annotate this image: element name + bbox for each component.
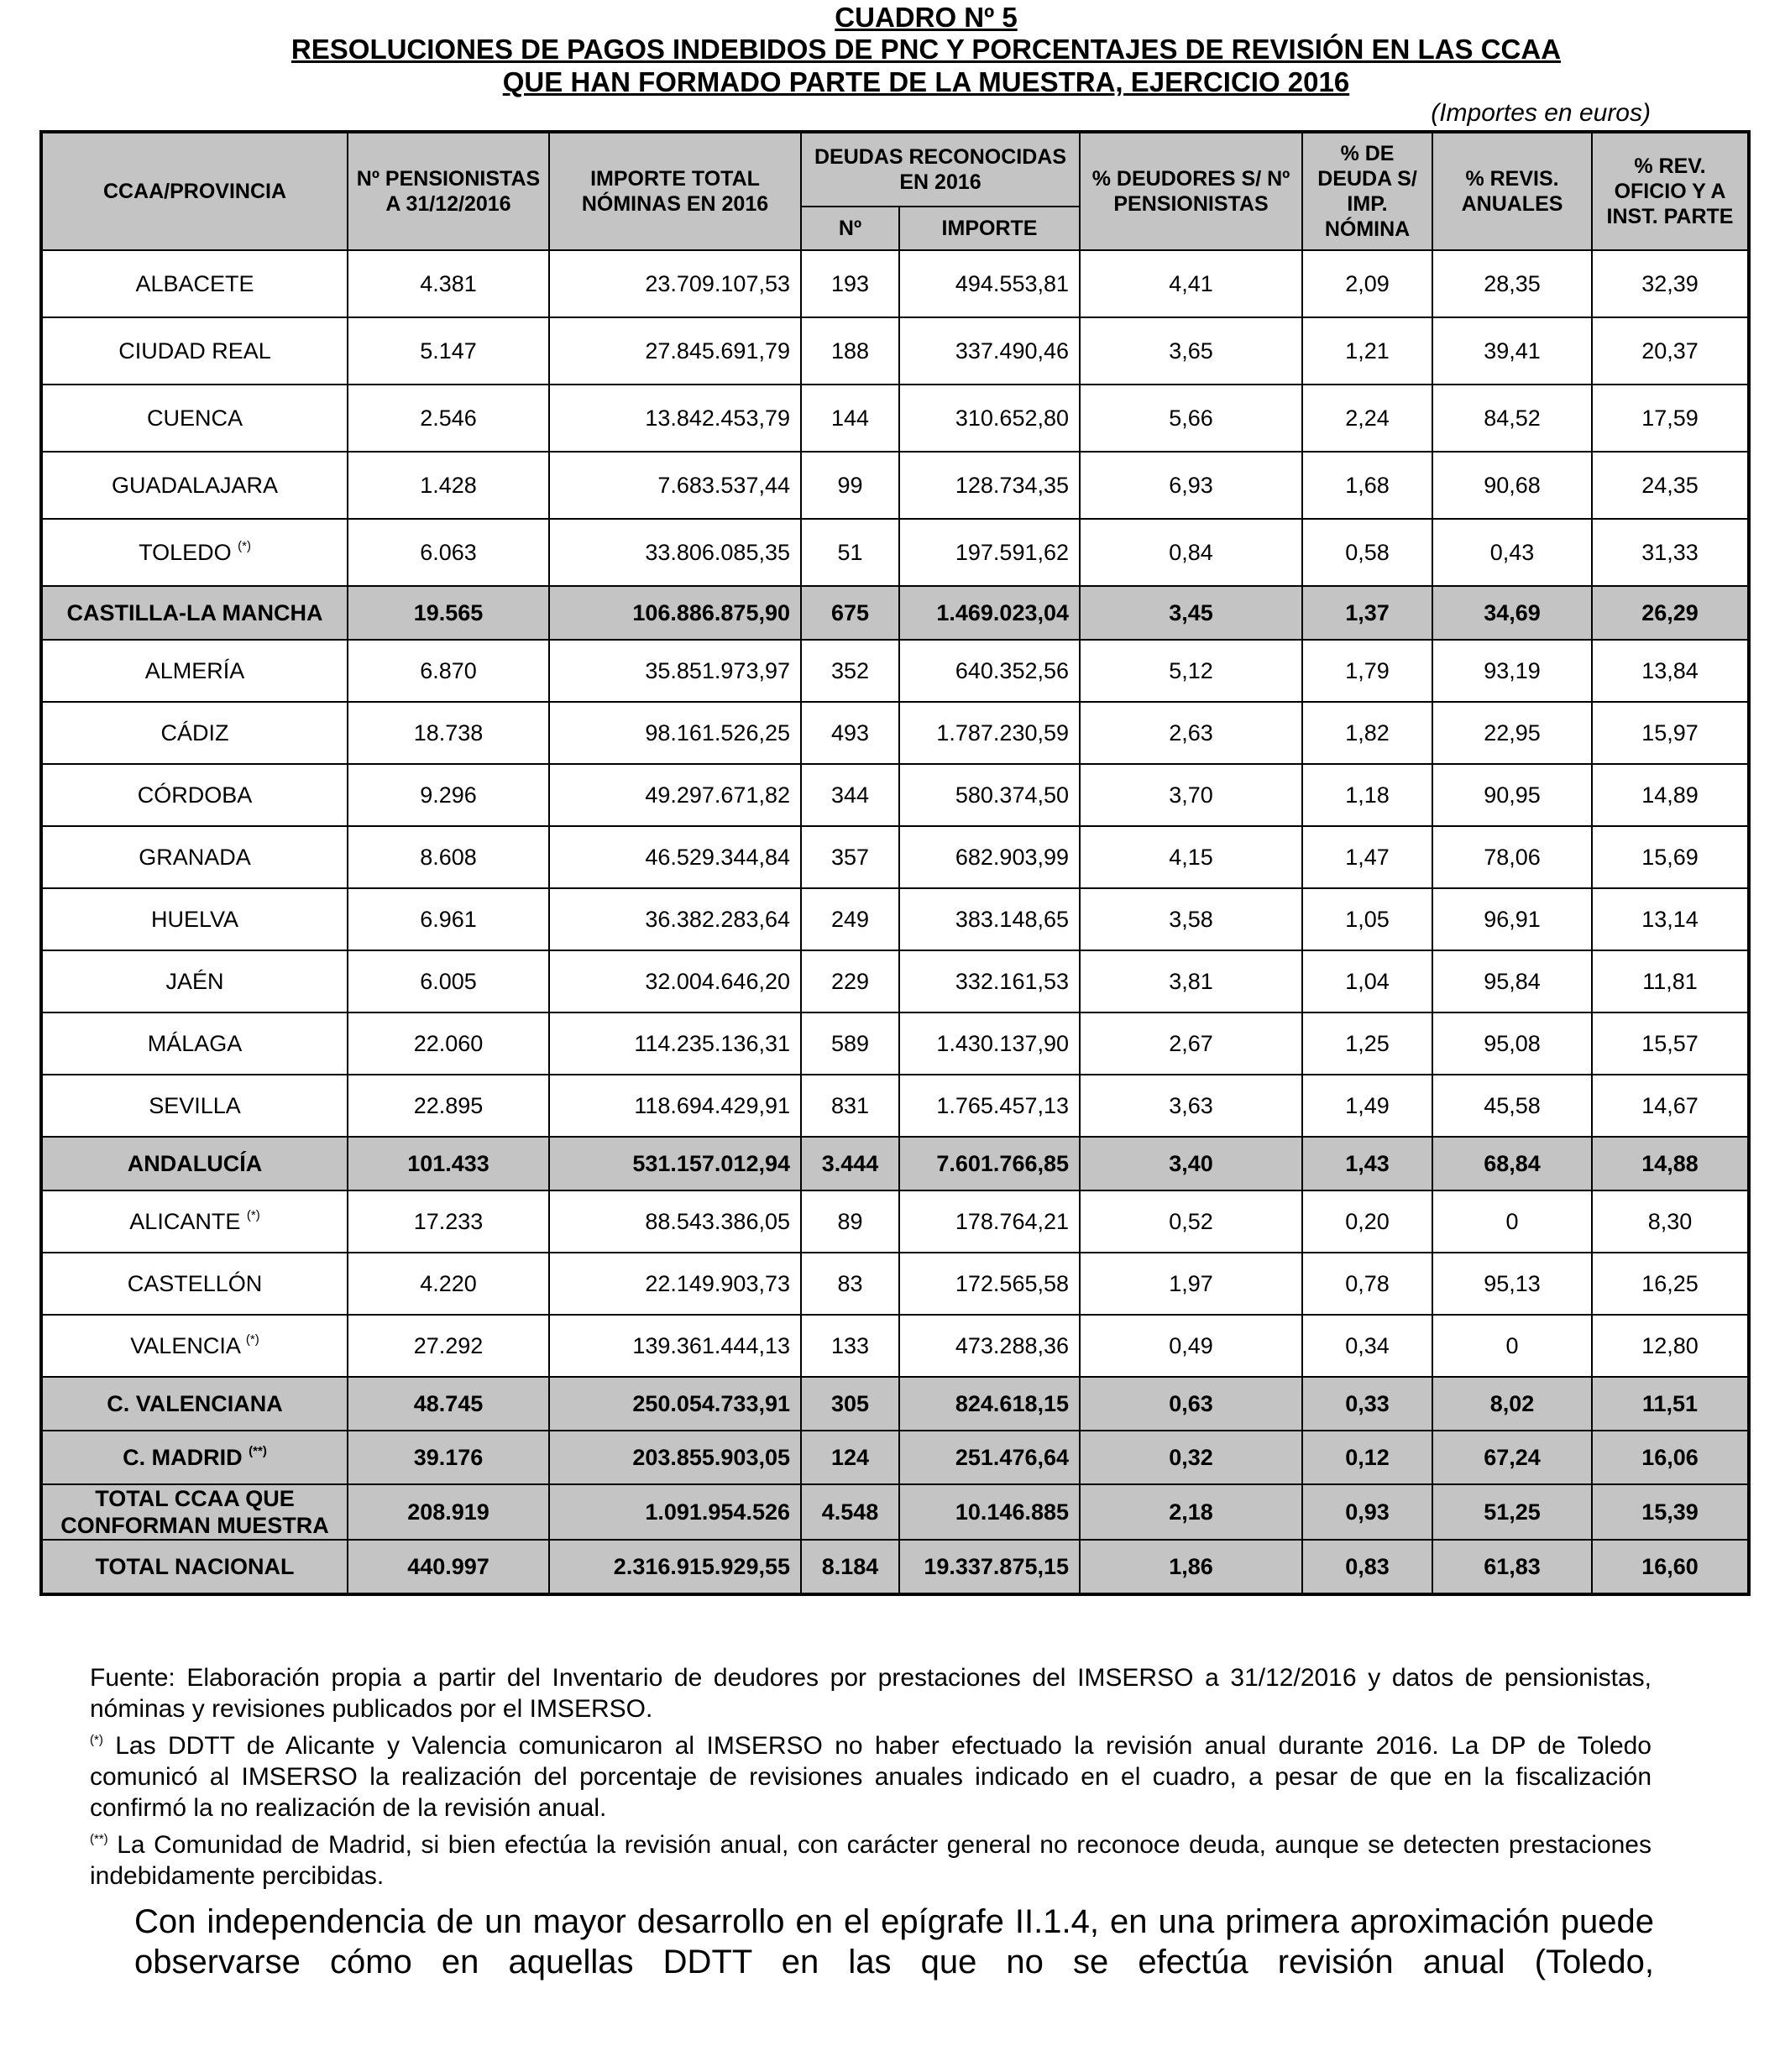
row-name: TOTAL CCAA QUE CONFORMAN MUESTRA [60,1486,329,1538]
cell-oficio: 15,69 [1592,826,1749,888]
row-name: MÁLAGA [147,1030,243,1056]
table-row [41,452,1749,519]
cell-nominas: 36.382.283,64 [549,888,801,950]
cell-deudores: 5,66 [1080,385,1302,452]
cell-pens: 4.381 [348,250,549,317]
footnotes [90,1662,1652,1891]
cell-deuda: 0,93 [1302,1484,1432,1540]
cell-oficio: 11,81 [1592,950,1749,1012]
cell-deuda: 1,49 [1302,1075,1432,1137]
cell-nominas: 139.361.444,13 [549,1315,801,1377]
cell-deudores: 3,65 [1080,317,1302,385]
cell-deuda: 1,47 [1302,826,1432,888]
row-name-cell [41,1377,348,1431]
cell-imp: 1.469.023,04 [899,586,1080,640]
row-name: CASTELLÓN [127,1270,263,1296]
row-name: TOLEDO [139,540,232,565]
cell-pens: 5.147 [348,317,549,385]
cell-oficio: 16,25 [1592,1253,1749,1315]
cell-nominas: 88.543.386,05 [549,1190,801,1253]
row-name: GUADALAJARA [111,472,279,498]
cell-deudores: 3,63 [1080,1075,1302,1137]
cell-deuda: 1,21 [1302,317,1432,385]
cell-pens: 1.428 [348,452,549,519]
header-pct-rev-oficio: % REV. OFICIO Y A INST. PARTE [1592,132,1749,250]
cell-revis: 61,83 [1432,1540,1592,1594]
footnote-mark: (**) [249,1444,267,1458]
cell-nominas: 114.235.136,31 [549,1012,801,1075]
row-name: HUELVA [150,906,239,932]
cell-deuda: 0,58 [1302,519,1432,586]
cell-imp: 1.765.457,13 [899,1075,1080,1137]
cell-deudores: 3,40 [1080,1137,1302,1190]
cell-imp: 10.146.885 [899,1484,1080,1540]
footnote-1 [90,1724,1652,1823]
cell-deuda: 0,78 [1302,1253,1432,1315]
table-row [41,888,1749,950]
header-importe-nominas: IMPORTE TOTAL NÓMINAS EN 2016 [549,132,801,250]
cell-n: 188 [801,317,899,385]
cell-deudores: 1,86 [1080,1540,1302,1594]
cell-revis: 28,35 [1432,250,1592,317]
row-name-cell [41,826,348,888]
cell-nominas: 1.091.954.526 [549,1484,801,1540]
cell-deuda: 1,68 [1302,452,1432,519]
cell-n: 589 [801,1012,899,1075]
cell-n: 831 [801,1075,899,1137]
cell-pens: 6.063 [348,519,549,586]
cell-nominas: 250.054.733,91 [549,1377,801,1431]
cell-revis: 0 [1432,1315,1592,1377]
units-note: (Importes en euros) [1431,99,1651,127]
cell-pens: 22.895 [348,1075,549,1137]
cell-pens: 19.565 [348,586,549,640]
table-row [41,1484,1749,1540]
cell-n: 193 [801,250,899,317]
cell-n: 3.444 [801,1137,899,1190]
row-name: ALICANTE [129,1209,241,1234]
cell-nominas: 35.851.973,97 [549,640,801,702]
cell-revis: 78,06 [1432,826,1592,888]
cell-deudores: 4,41 [1080,250,1302,317]
cell-imp: 494.553,81 [899,250,1080,317]
cell-oficio: 14,88 [1592,1137,1749,1190]
cell-pens: 39.176 [348,1431,549,1484]
cell-n: 83 [801,1253,899,1315]
cell-nominas: 203.855.903,05 [549,1431,801,1484]
cell-revis: 84,52 [1432,385,1592,452]
row-name-cell [41,640,348,702]
table-row [41,640,1749,702]
cell-deuda: 1,04 [1302,950,1432,1012]
cell-revis: 95,08 [1432,1012,1592,1075]
cell-imp: 172.565,58 [899,1253,1080,1315]
cell-oficio: 16,06 [1592,1431,1749,1484]
cell-n: 493 [801,702,899,764]
table-row [41,1540,1749,1594]
cell-deudores: 3,58 [1080,888,1302,950]
cell-deudores: 2,18 [1080,1484,1302,1540]
cell-pens: 48.745 [348,1377,549,1431]
cell-nominas: 118.694.429,91 [549,1075,801,1137]
cell-deudores: 3,81 [1080,950,1302,1012]
cell-deuda: 2,09 [1302,250,1432,317]
row-name-cell [41,250,348,317]
cell-pens: 6.961 [348,888,549,950]
footnote-mark: (*) [245,1332,259,1347]
row-name-cell [41,1431,348,1484]
cell-deudores: 5,12 [1080,640,1302,702]
table-row [41,1190,1749,1253]
row-name-cell [41,702,348,764]
cell-deuda: 0,33 [1302,1377,1432,1431]
cell-oficio: 11,51 [1592,1377,1749,1431]
cell-revis: 45,58 [1432,1075,1592,1137]
cell-imp: 580.374,50 [899,764,1080,826]
cell-imp: 197.591,62 [899,519,1080,586]
cell-imp: 473.288,36 [899,1315,1080,1377]
cell-revis: 93,19 [1432,640,1592,702]
row-name: TOTAL NACIONAL [95,1553,295,1579]
cell-pens: 440.997 [348,1540,549,1594]
cell-n: 249 [801,888,899,950]
cell-oficio: 20,37 [1592,317,1749,385]
cell-n: 352 [801,640,899,702]
cell-nominas: 7.683.537,44 [549,452,801,519]
row-name: ALMERÍA [144,657,245,683]
header-ccaa: CCAA/PROVINCIA [41,132,348,250]
cell-revis: 90,68 [1432,452,1592,519]
row-name: SEVILLA [149,1092,241,1118]
cell-n: 51 [801,519,899,586]
table-row [41,1012,1749,1075]
cell-pens: 27.292 [348,1315,549,1377]
row-name-cell [41,452,348,519]
cell-deuda: 1,37 [1302,586,1432,640]
footnote-2-text: La Comunidad de Madrid, si bien efectúa la revisión anual, con carácter general no reconoce deuda, aunque se detecten prestaciones indebidamente percibidas. [90,1831,1652,1890]
row-name-cell [41,1012,348,1075]
table-subtitle: QUE HAN FORMADO PARTE DE LA MUESTRA, EJERCICIO 2016 [502,66,1350,97]
cell-nominas: 531.157.012,94 [549,1137,801,1190]
row-name: ALBACETE [135,270,254,296]
cell-revis: 67,24 [1432,1431,1592,1484]
row-name-cell [41,950,348,1012]
cell-oficio: 17,59 [1592,385,1749,452]
cell-deuda: 0,20 [1302,1190,1432,1253]
cell-imp: 19.337.875,15 [899,1540,1080,1594]
row-name-cell [41,1075,348,1137]
cell-nominas: 32.004.646,20 [549,950,801,1012]
row-name-cell [41,317,348,385]
cell-n: 133 [801,1315,899,1377]
cell-nominas: 49.297.671,82 [549,764,801,826]
cell-revis: 95,84 [1432,950,1592,1012]
cell-oficio: 24,35 [1592,452,1749,519]
row-name-cell [41,385,348,452]
table-row [41,250,1749,317]
row-name: VALENCIA [130,1333,240,1358]
cell-pens: 6.005 [348,950,549,1012]
cell-nominas: 33.806.085,35 [549,519,801,586]
row-name-cell [41,764,348,826]
cell-deudores: 3,45 [1080,586,1302,640]
cell-deudores: 2,67 [1080,1012,1302,1075]
table-row [41,1315,1749,1377]
cell-deuda: 1,79 [1302,640,1432,702]
cell-imp: 310.652,80 [899,385,1080,452]
cell-pens: 208.919 [348,1484,549,1540]
row-name-cell [41,888,348,950]
row-name-cell [41,519,348,586]
cell-imp: 251.476,64 [899,1431,1080,1484]
cell-deudores: 4,15 [1080,826,1302,888]
cell-deuda: 1,82 [1302,702,1432,764]
cell-imp: 7.601.766,85 [899,1137,1080,1190]
cell-imp: 682.903,99 [899,826,1080,888]
cell-imp: 1.430.137,90 [899,1012,1080,1075]
cell-revis: 95,13 [1432,1253,1592,1315]
row-name: GRANADA [139,844,251,870]
cell-deuda: 0,12 [1302,1431,1432,1484]
row-name: CÁDIZ [160,719,229,746]
cell-deuda: 0,34 [1302,1315,1432,1377]
row-name-cell [41,1540,348,1594]
cell-n: 305 [801,1377,899,1431]
footnote-mark: (*) [246,1208,260,1222]
cell-deuda: 0,83 [1302,1540,1432,1594]
row-name: CIUDAD REAL [118,337,271,364]
cell-nominas: 2.316.915.929,55 [549,1540,801,1594]
cell-deudores: 0,49 [1080,1315,1302,1377]
table-row [41,1377,1749,1431]
row-name: CASTILLA-LA MANCHA [66,599,323,625]
row-name: CÓRDOBA [137,782,253,808]
cell-nominas: 22.149.903,73 [549,1253,801,1315]
cell-oficio: 26,29 [1592,586,1749,640]
row-name-cell [41,1137,348,1190]
table-body [41,250,1749,1594]
cell-oficio: 32,39 [1592,250,1749,317]
row-name-cell [41,1315,348,1377]
cell-n: 675 [801,586,899,640]
cell-pens: 8.608 [348,826,549,888]
cell-oficio: 14,89 [1592,764,1749,826]
header-pct-deudores: % DEUDORES S/ Nº PENSIONISTAS [1080,132,1302,250]
table-title: RESOLUCIONES DE PAGOS INDEBIDOS DE PNC Y PORCENTAJES DE REVISIÓN EN LAS CCAA [291,34,1562,65]
cell-oficio: 14,67 [1592,1075,1749,1137]
footnote-1-text: Las DDTT de Alicante y Valencia comunicaron al IMSERSO no haber efectuado la revisión anual durante 2016. La DP de Toledo comunicó al IMSERSO la realización del porcentaje de revisiones anuales indicado en el cuadro, a pesar de que en la fiscalización confirmó la no realización de la revisión anual. [90,1732,1652,1822]
table-row [41,1431,1749,1484]
table-row [41,586,1749,640]
cell-revis: 39,41 [1432,317,1592,385]
table-row [41,519,1749,586]
cell-imp: 337.490,46 [899,317,1080,385]
row-name: C. VALENCIANA [107,1390,283,1416]
cell-oficio: 31,33 [1592,519,1749,586]
table-row [41,1075,1749,1137]
cell-n: 144 [801,385,899,452]
cell-pens: 18.738 [348,702,549,764]
cell-deudores: 6,93 [1080,452,1302,519]
header-deudas-n: Nº [801,207,899,250]
cell-imp: 1.787.230,59 [899,702,1080,764]
cell-oficio: 15,57 [1592,1012,1749,1075]
cell-oficio: 15,39 [1592,1484,1749,1540]
table-row [41,702,1749,764]
cell-pens: 6.870 [348,640,549,702]
cell-revis: 68,84 [1432,1137,1592,1190]
header-deudas: DEUDAS RECONOCIDAS EN 2016 [801,132,1080,207]
cell-nominas: 13.842.453,79 [549,385,801,452]
cell-revis: 22,95 [1432,702,1592,764]
header-deudas-importe: IMPORTE [899,207,1080,250]
cell-nominas: 23.709.107,53 [549,250,801,317]
row-name-cell [41,586,348,640]
cell-pens: 17.233 [348,1190,549,1253]
cell-revis: 0 [1432,1190,1592,1253]
cell-deuda: 1,18 [1302,764,1432,826]
header-pct-deuda: % DE DEUDA S/ IMP. NÓMINA [1302,132,1432,250]
footnote-1-mark: (*) [90,1733,103,1747]
table-row [41,1253,1749,1315]
table-row [41,950,1749,1012]
cell-deuda: 1,05 [1302,888,1432,950]
header-pensionistas: Nº PENSIONISTAS A 31/12/2016 [348,132,549,250]
cell-pens: 9.296 [348,764,549,826]
source-note: Fuente: Elaboración propia a partir del Inventario de deudores por prestaciones del IMSERSO a 31/12/2016 y datos de pensionistas, nóminas y revisiones publicados por el IMSERSO. [90,1664,1652,1723]
data-table [39,130,1751,1596]
footnote-2 [90,1823,1652,1891]
cell-oficio: 13,14 [1592,888,1749,950]
cell-revis: 34,69 [1432,586,1592,640]
cell-oficio: 8,30 [1592,1190,1749,1253]
row-name: CUENCA [146,405,243,431]
cell-deudores: 0,84 [1080,519,1302,586]
table-row [41,1137,1749,1190]
cell-deuda: 1,25 [1302,1012,1432,1075]
table-row [41,317,1749,385]
body-paragraph: Con independencia de un mayor desarrollo en el epígrafe II.1.4, en una primera aproximación puede observarse cómo en aquellas DDTT en las que no se efectúa revisión anual (Toledo, [134,1903,1654,1980]
cell-deudores: 0,63 [1080,1377,1302,1431]
cell-n: 89 [801,1190,899,1253]
row-name-cell [41,1253,348,1315]
table-row [41,826,1749,888]
cell-revis: 8,02 [1432,1377,1592,1431]
row-name-cell [41,1484,348,1540]
cell-pens: 4.220 [348,1253,549,1315]
cell-deuda: 1,43 [1302,1137,1432,1190]
table-title-number: CUADRO Nº 5 [835,2,1018,33]
table-row [41,385,1749,452]
footnote-mark: (*) [238,539,251,553]
cell-n: 357 [801,826,899,888]
cell-oficio: 16,60 [1592,1540,1749,1594]
cell-revis: 96,91 [1432,888,1592,950]
cell-imp: 128.734,35 [899,452,1080,519]
cell-n: 124 [801,1431,899,1484]
cell-revis: 90,95 [1432,764,1592,826]
cell-deudores: 0,52 [1080,1190,1302,1253]
row-name: ANDALUCÍA [127,1150,263,1176]
cell-deudores: 2,63 [1080,702,1302,764]
cell-n: 99 [801,452,899,519]
cell-deudores: 1,97 [1080,1253,1302,1315]
cell-revis: 0,43 [1432,519,1592,586]
cell-imp: 178.764,21 [899,1190,1080,1253]
cell-revis: 51,25 [1432,1484,1592,1540]
cell-deuda: 2,24 [1302,385,1432,452]
footnote-2-mark: (**) [90,1832,108,1846]
cell-nominas: 98.161.526,25 [549,702,801,764]
cell-imp: 640.352,56 [899,640,1080,702]
cell-deudores: 0,32 [1080,1431,1302,1484]
cell-imp: 824.618,15 [899,1377,1080,1431]
row-name: C. MADRID [123,1445,243,1470]
cell-nominas: 27.845.691,79 [549,317,801,385]
cell-imp: 383.148,65 [899,888,1080,950]
row-name-cell [41,1190,348,1253]
cell-oficio: 15,97 [1592,702,1749,764]
cell-pens: 2.546 [348,385,549,452]
table-row [41,764,1749,826]
cell-oficio: 12,80 [1592,1315,1749,1377]
cell-pens: 22.060 [348,1012,549,1075]
cell-nominas: 106.886.875,90 [549,586,801,640]
cell-n: 8.184 [801,1540,899,1594]
cell-n: 344 [801,764,899,826]
cell-pens: 101.433 [348,1137,549,1190]
cell-n: 229 [801,950,899,1012]
cell-imp: 332.161,53 [899,950,1080,1012]
cell-oficio: 13,84 [1592,640,1749,702]
cell-deudores: 3,70 [1080,764,1302,826]
cell-n: 4.548 [801,1484,899,1540]
cell-nominas: 46.529.344,84 [549,826,801,888]
header-pct-revis: % REVIS. ANUALES [1432,132,1592,250]
row-name: JAÉN [165,968,224,994]
